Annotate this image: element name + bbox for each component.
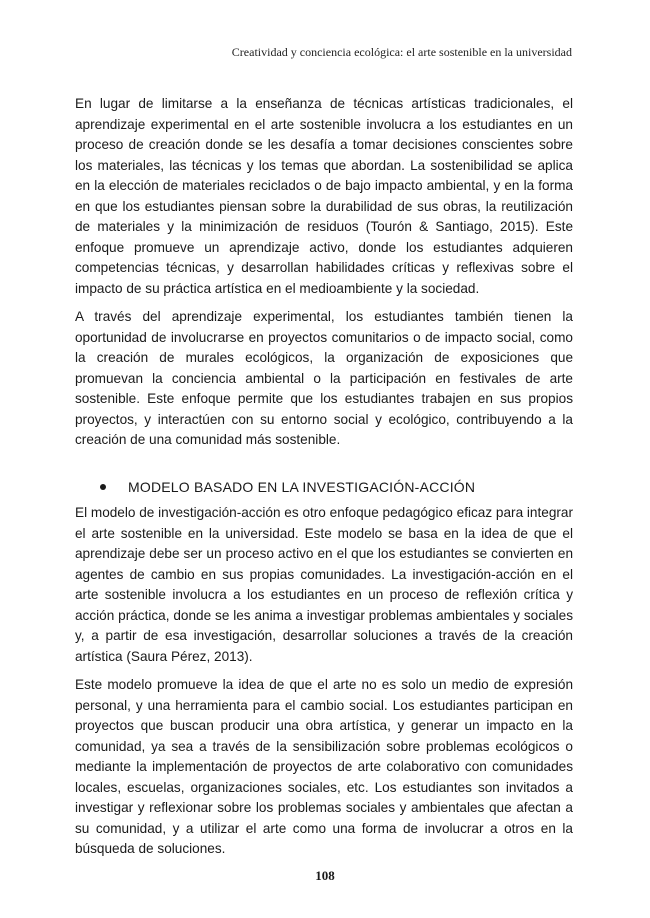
section-heading bbox=[75, 477, 573, 498]
paragraph-experiential-learning: En lugar de limitarse a la enseñanza de técnicas artísticas tradicionales, el aprendizaje experimental en el arte sostenible involucra a los estudiantes en un proceso de creación donde se les desafía a tomar decisiones conscientes sobre los materiales, las técnicas y los temas que abordan. La sostenibilidad se aplica en la elección de materiales reciclados o de bajo impacto ambiental, y en la forma en que los estudiantes piensan sobre la durabilidad de sus obras, la reutilización de materiales y la minimización de residuos (Tourón & Santiago, 2015). Este enfoque promueve un aprendizaje activo, donde los estudiantes adquieren competencias técnicas, y desarrollan habilidades críticas y reflexivas sobre el impacto de su práctica artística en el medioambiente y la sociedad. bbox=[75, 96, 573, 296]
page-number: 108 bbox=[315, 868, 335, 883]
paragraph-community-projects: A través del aprendizaje experimental, los estudiantes también tienen la oportunidad de involucrarse en proyectos comunitarios o de impacto social, como la creación de murales ecológicos, la organización de exposiciones que promuevan la conciencia ambiental o la participación en festivales de arte sostenible. Este enfoque permite que los estudiantes trabajen en sus propios proyectos, y interactúen con su entorno social y ecológico, contribuyendo a la creación de una comunidad más sostenible. bbox=[75, 309, 573, 447]
bullet-icon bbox=[100, 484, 106, 490]
section-heading-text: MODELO BASADO EN LA INVESTIGACIÓN-ACCIÓN bbox=[128, 478, 476, 495]
running-header: Creatividad y conciencia ecológica: el arte sostenible en la universidad bbox=[231, 45, 572, 59]
body-text bbox=[75, 94, 573, 868]
paragraph-social-change: Este modelo promueve la idea de que el arte no es solo un medio de expresión personal, y una herramienta para el cambio social. Los estudiantes participan en proyectos que buscan producir una obra artística, y generar un impacto en la comunidad, ya sea a través de la sensibilización sobre problemas ecológicos o mediante la implementación de proyectos de arte colaborativo con comunidades locales, escuelas, organizaciones sociales, etc. Los estudiantes son invitados a investigar y reflexionar sobre los problemas sociales y ambientales que afectan a su comunidad, y a utilizar el arte como una forma de involucrar a otros en la búsqueda de soluciones. bbox=[75, 677, 573, 856]
paragraph-action-research-model: El modelo de investigación-acción es otro enfoque pedagógico eficaz para integrar el arte sostenible en la universidad. Este modelo se basa en la idea de que el aprendizaje debe ser un proceso activo en el que los estudiantes se convierten en agentes de cambio en sus propias comunidades. La investigación-acción en el arte sostenible involucra a los estudiantes en un proceso de reflexión crítica y acción práctica, donde se les anima a investigar problemas ambientales y sociales y, a partir de esa investigación, desarrollar soluciones a través de la creación artística (Saura Pérez, 2013). bbox=[75, 505, 573, 664]
